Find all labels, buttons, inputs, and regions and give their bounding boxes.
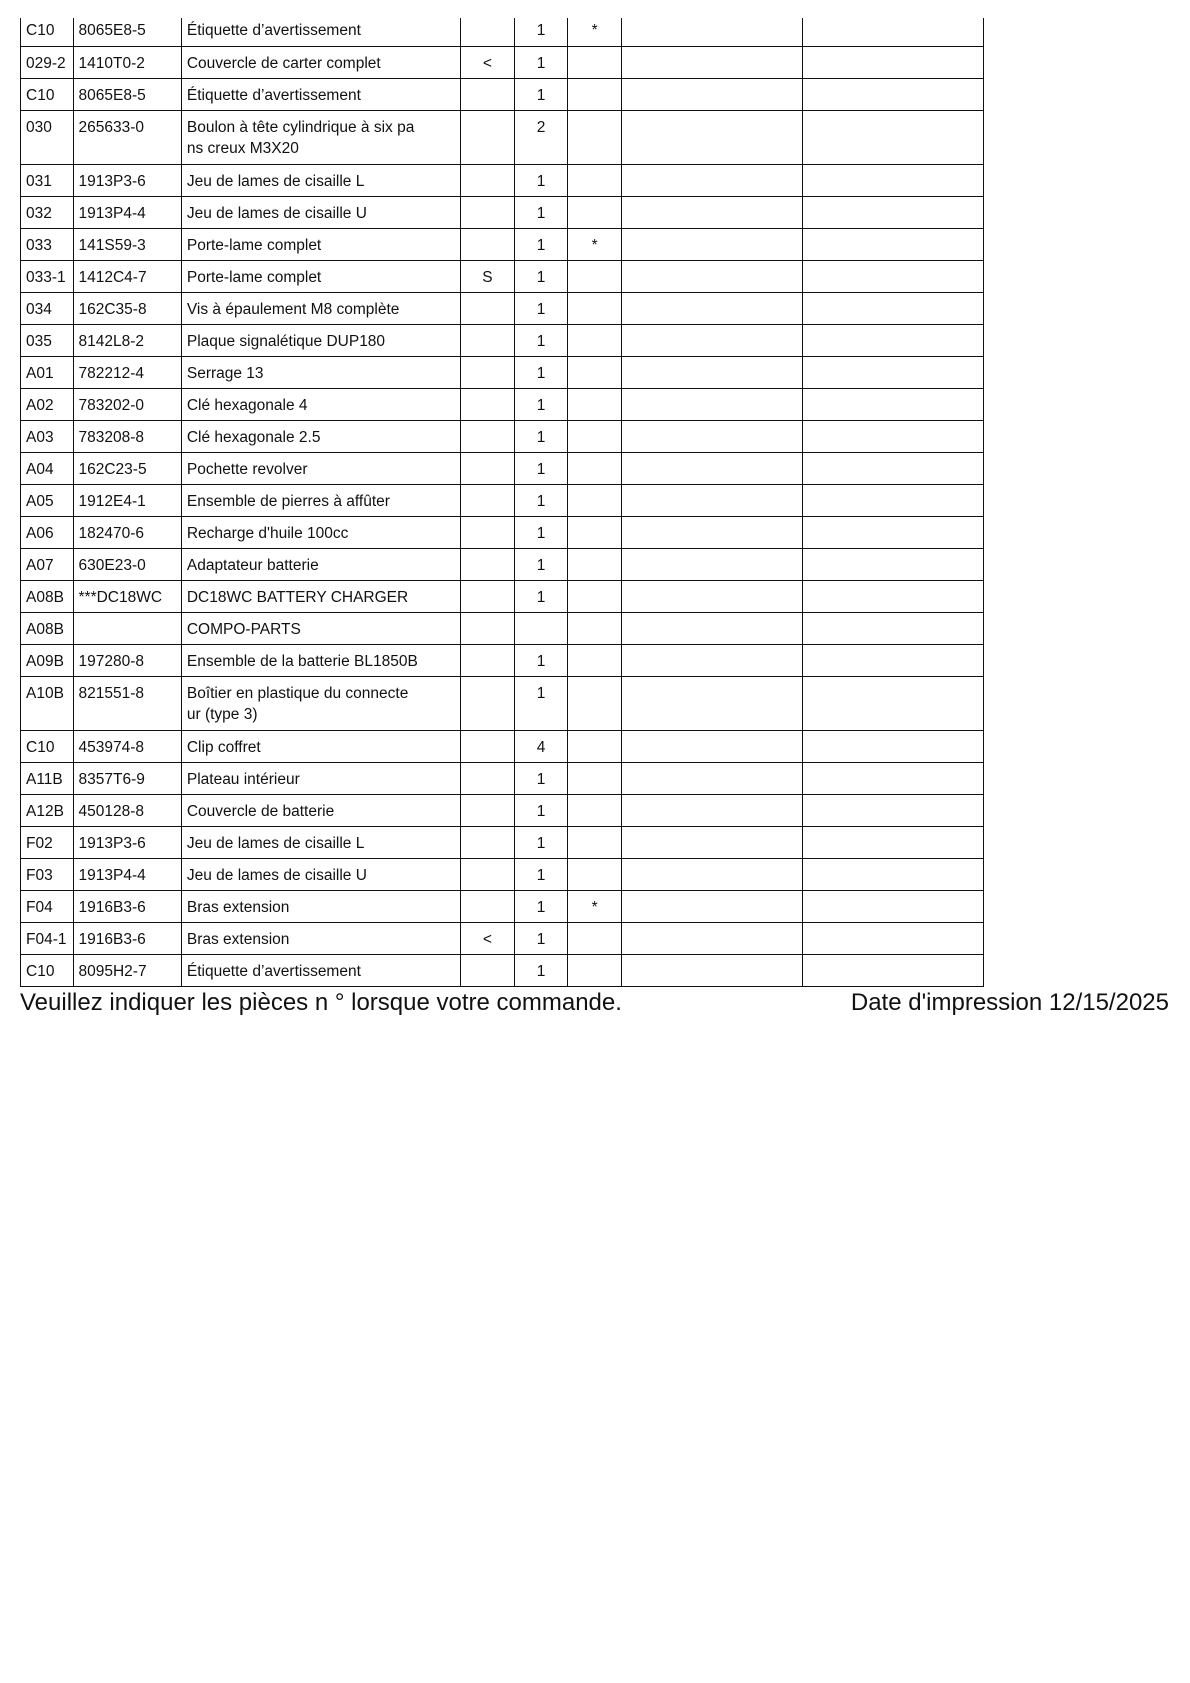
description-cell: Boîtier en plastique du connecte ur (type 3) (181, 676, 460, 730)
ref-cell: C10 (21, 78, 74, 110)
table-row (21, 548, 984, 580)
description-cell: Ensemble de la batterie BL1850B (181, 644, 460, 676)
description-cell: Porte-lame complet (181, 228, 460, 260)
table-row (21, 78, 984, 110)
mark-cell (568, 858, 622, 890)
empty-cell (802, 196, 983, 228)
empty-cell (621, 794, 802, 826)
quantity-cell: 1 (514, 228, 568, 260)
mark-cell (568, 762, 622, 794)
part-number-cell: 1410T0-2 (73, 46, 181, 78)
ref-cell: 034 (21, 292, 74, 324)
note-cell: S (461, 260, 515, 292)
description-cell: Étiquette d’avertissement (181, 78, 460, 110)
table-row (21, 110, 984, 164)
ref-cell: F03 (21, 858, 74, 890)
parts-table-body (21, 18, 984, 986)
table-row (21, 794, 984, 826)
order-instruction-note: Veuillez indiquer les pièces n ° lorsque votre commande. (20, 989, 622, 1016)
note-cell (461, 78, 515, 110)
ref-cell: 033 (21, 228, 74, 260)
table-row (21, 858, 984, 890)
note-cell (461, 676, 515, 730)
ref-cell: F02 (21, 826, 74, 858)
ref-cell: C10 (21, 954, 74, 986)
mark-cell (568, 388, 622, 420)
note-cell (461, 420, 515, 452)
part-number-cell: 1913P4-4 (73, 196, 181, 228)
part-number-cell: 182470-6 (73, 516, 181, 548)
quantity-cell: 1 (514, 762, 568, 794)
ref-cell: A02 (21, 388, 74, 420)
empty-cell (802, 858, 983, 890)
note-cell (461, 794, 515, 826)
quantity-cell (514, 612, 568, 644)
mark-cell (568, 922, 622, 954)
empty-cell (621, 676, 802, 730)
mark-cell (568, 676, 622, 730)
mark-cell (568, 826, 622, 858)
empty-cell (802, 580, 983, 612)
empty-cell (802, 890, 983, 922)
empty-cell (802, 516, 983, 548)
part-number-cell: 1912E4-1 (73, 484, 181, 516)
part-number-cell: 1412C4-7 (73, 260, 181, 292)
quantity-cell: 2 (514, 110, 568, 164)
mark-cell (568, 260, 622, 292)
note-cell: < (461, 46, 515, 78)
ref-cell: A01 (21, 356, 74, 388)
quantity-cell: 1 (514, 260, 568, 292)
part-number-cell (73, 612, 181, 644)
part-number-cell: 8142L8-2 (73, 324, 181, 356)
note-cell (461, 612, 515, 644)
part-number-cell: 783208-8 (73, 420, 181, 452)
ref-cell: A07 (21, 548, 74, 580)
empty-cell (621, 548, 802, 580)
part-number-cell: 8357T6-9 (73, 762, 181, 794)
table-row (21, 260, 984, 292)
part-number-cell: 141S59-3 (73, 228, 181, 260)
ref-cell: C10 (21, 18, 74, 46)
mark-cell (568, 164, 622, 196)
note-cell (461, 580, 515, 612)
empty-cell (621, 858, 802, 890)
quantity-cell: 1 (514, 516, 568, 548)
empty-cell (621, 644, 802, 676)
description-cell: Porte-lame complet (181, 260, 460, 292)
part-number-cell: 8095H2-7 (73, 954, 181, 986)
empty-cell (802, 110, 983, 164)
mark-cell: * (568, 228, 622, 260)
mark-cell (568, 954, 622, 986)
table-row (21, 228, 984, 260)
mark-cell (568, 730, 622, 762)
quantity-cell: 1 (514, 292, 568, 324)
description-cell: Recharge d'huile 100cc (181, 516, 460, 548)
part-number-cell: 630E23-0 (73, 548, 181, 580)
note-cell (461, 762, 515, 794)
table-row (21, 18, 984, 46)
part-number-cell: 1916B3-6 (73, 890, 181, 922)
empty-cell (802, 78, 983, 110)
quantity-cell: 1 (514, 890, 568, 922)
description-cell: Clé hexagonale 2.5 (181, 420, 460, 452)
note-cell (461, 388, 515, 420)
empty-cell (802, 954, 983, 986)
empty-cell (802, 730, 983, 762)
quantity-cell: 1 (514, 954, 568, 986)
empty-cell (621, 612, 802, 644)
ref-cell: A04 (21, 452, 74, 484)
description-cell: COMPO-PARTS (181, 612, 460, 644)
ref-cell: 031 (21, 164, 74, 196)
empty-cell (621, 228, 802, 260)
ref-cell: A11B (21, 762, 74, 794)
note-cell (461, 826, 515, 858)
ref-cell: 030 (21, 110, 74, 164)
mark-cell (568, 292, 622, 324)
note-cell (461, 644, 515, 676)
table-row (21, 922, 984, 954)
empty-cell (621, 196, 802, 228)
ref-cell: 032 (21, 196, 74, 228)
description-cell: Vis à épaulement M8 complète (181, 292, 460, 324)
description-cell: Jeu de lames de cisaille U (181, 196, 460, 228)
ref-cell: F04-1 (21, 922, 74, 954)
empty-cell (621, 730, 802, 762)
part-number-cell: 450128-8 (73, 794, 181, 826)
description-cell: Étiquette d’avertissement (181, 954, 460, 986)
table-row (21, 46, 984, 78)
table-row (21, 890, 984, 922)
note-cell (461, 18, 515, 46)
empty-cell (802, 612, 983, 644)
empty-cell (621, 484, 802, 516)
empty-cell (802, 794, 983, 826)
empty-cell (802, 548, 983, 580)
part-number-cell: 783202-0 (73, 388, 181, 420)
mark-cell (568, 78, 622, 110)
mark-cell: * (568, 890, 622, 922)
empty-cell (621, 954, 802, 986)
empty-cell (802, 46, 983, 78)
description-cell: Étiquette d’avertissement (181, 18, 460, 46)
ref-cell: A08B (21, 612, 74, 644)
empty-cell (802, 388, 983, 420)
description-cell: Plaque signalétique DUP180 (181, 324, 460, 356)
description-cell: Bras extension (181, 890, 460, 922)
empty-cell (621, 18, 802, 46)
mark-cell (568, 516, 622, 548)
quantity-cell: 1 (514, 356, 568, 388)
empty-cell (802, 826, 983, 858)
empty-cell (802, 324, 983, 356)
empty-cell (621, 260, 802, 292)
quantity-cell: 4 (514, 730, 568, 762)
table-row (21, 580, 984, 612)
quantity-cell: 1 (514, 420, 568, 452)
table-row (21, 676, 984, 730)
quantity-cell: 1 (514, 794, 568, 826)
empty-cell (621, 420, 802, 452)
part-number-cell: 1913P3-6 (73, 164, 181, 196)
quantity-cell: 1 (514, 484, 568, 516)
part-number-cell: 197280-8 (73, 644, 181, 676)
mark-cell (568, 580, 622, 612)
part-number-cell: ***DC18WC (73, 580, 181, 612)
note-cell (461, 110, 515, 164)
quantity-cell: 1 (514, 858, 568, 890)
table-row (21, 762, 984, 794)
part-number-cell: 1913P4-4 (73, 858, 181, 890)
note-cell (461, 954, 515, 986)
table-row (21, 324, 984, 356)
table-row (21, 612, 984, 644)
empty-cell (802, 452, 983, 484)
empty-cell (621, 388, 802, 420)
empty-cell (802, 228, 983, 260)
part-number-cell: 782212-4 (73, 356, 181, 388)
description-cell: Adaptateur batterie (181, 548, 460, 580)
description-cell: Plateau intérieur (181, 762, 460, 794)
quantity-cell: 1 (514, 548, 568, 580)
part-number-cell: 8065E8-5 (73, 78, 181, 110)
ref-cell: F04 (21, 890, 74, 922)
empty-cell (802, 356, 983, 388)
quantity-cell: 1 (514, 644, 568, 676)
empty-cell (621, 922, 802, 954)
table-row (21, 292, 984, 324)
empty-cell (621, 826, 802, 858)
note-cell: < (461, 922, 515, 954)
mark-cell (568, 452, 622, 484)
mark-cell (568, 644, 622, 676)
part-number-cell: 8065E8-5 (73, 18, 181, 46)
ref-cell: 035 (21, 324, 74, 356)
quantity-cell: 1 (514, 580, 568, 612)
mark-cell (568, 110, 622, 164)
description-cell: Pochette revolver (181, 452, 460, 484)
mark-cell (568, 794, 622, 826)
table-row (21, 388, 984, 420)
quantity-cell: 1 (514, 78, 568, 110)
quantity-cell: 1 (514, 164, 568, 196)
part-number-cell: 162C23-5 (73, 452, 181, 484)
description-cell: Couvercle de batterie (181, 794, 460, 826)
empty-cell (621, 516, 802, 548)
mark-cell (568, 484, 622, 516)
empty-cell (621, 890, 802, 922)
part-number-cell: 162C35-8 (73, 292, 181, 324)
table-row (21, 516, 984, 548)
part-number-cell: 1916B3-6 (73, 922, 181, 954)
quantity-cell: 1 (514, 324, 568, 356)
description-cell: Jeu de lames de cisaille U (181, 858, 460, 890)
table-row (21, 826, 984, 858)
mark-cell (568, 548, 622, 580)
description-cell: Boulon à tête cylindrique à six pa ns creux M3X20 (181, 110, 460, 164)
description-cell: Bras extension (181, 922, 460, 954)
description-cell: Serrage 13 (181, 356, 460, 388)
note-cell (461, 292, 515, 324)
empty-cell (802, 260, 983, 292)
empty-cell (802, 18, 983, 46)
part-number-cell: 821551-8 (73, 676, 181, 730)
empty-cell (621, 580, 802, 612)
description-cell: Jeu de lames de cisaille L (181, 826, 460, 858)
mark-cell (568, 356, 622, 388)
mark-cell (568, 196, 622, 228)
note-cell (461, 730, 515, 762)
quantity-cell: 1 (514, 388, 568, 420)
table-row (21, 730, 984, 762)
table-row (21, 484, 984, 516)
quantity-cell: 1 (514, 452, 568, 484)
table-row (21, 420, 984, 452)
quantity-cell: 1 (514, 18, 568, 46)
empty-cell (621, 110, 802, 164)
empty-cell (621, 78, 802, 110)
note-cell (461, 324, 515, 356)
empty-cell (802, 420, 983, 452)
empty-cell (802, 644, 983, 676)
note-cell (461, 484, 515, 516)
empty-cell (621, 164, 802, 196)
mark-cell: * (568, 18, 622, 46)
empty-cell (802, 676, 983, 730)
note-cell (461, 228, 515, 260)
mark-cell (568, 324, 622, 356)
description-cell: Couvercle de carter complet (181, 46, 460, 78)
print-date: Date d'impression 12/15/2025 (850, 989, 1169, 1016)
description-cell: Clip coffret (181, 730, 460, 762)
empty-cell (802, 292, 983, 324)
note-cell (461, 890, 515, 922)
empty-cell (621, 452, 802, 484)
empty-cell (802, 762, 983, 794)
ref-cell: A06 (21, 516, 74, 548)
note-cell (461, 164, 515, 196)
table-row (21, 644, 984, 676)
ref-cell: A05 (21, 484, 74, 516)
description-cell: Clé hexagonale 4 (181, 388, 460, 420)
table-row (21, 452, 984, 484)
note-cell (461, 452, 515, 484)
ref-cell: A09B (21, 644, 74, 676)
ref-cell: 029-2 (21, 46, 74, 78)
description-cell: Ensemble de pierres à affûter (181, 484, 460, 516)
quantity-cell: 1 (514, 46, 568, 78)
table-row (21, 196, 984, 228)
quantity-cell: 1 (514, 826, 568, 858)
note-cell (461, 858, 515, 890)
part-number-cell: 453974-8 (73, 730, 181, 762)
description-cell: Jeu de lames de cisaille L (181, 164, 460, 196)
ref-cell: A12B (21, 794, 74, 826)
ref-cell: A03 (21, 420, 74, 452)
note-cell (461, 548, 515, 580)
part-number-cell: 1913P3-6 (73, 826, 181, 858)
quantity-cell: 1 (514, 922, 568, 954)
ref-cell: A10B (21, 676, 74, 730)
note-cell (461, 196, 515, 228)
mark-cell (568, 612, 622, 644)
table-row (21, 356, 984, 388)
note-cell (461, 516, 515, 548)
ref-cell: A08B (21, 580, 74, 612)
empty-cell (621, 324, 802, 356)
empty-cell (621, 356, 802, 388)
note-cell (461, 356, 515, 388)
quantity-cell: 1 (514, 196, 568, 228)
mark-cell (568, 420, 622, 452)
table-row (21, 954, 984, 986)
empty-cell (802, 922, 983, 954)
empty-cell (621, 292, 802, 324)
empty-cell (802, 164, 983, 196)
ref-cell: 033-1 (21, 260, 74, 292)
empty-cell (802, 484, 983, 516)
empty-cell (621, 762, 802, 794)
parts-table (20, 18, 984, 987)
quantity-cell: 1 (514, 676, 568, 730)
empty-cell (621, 46, 802, 78)
mark-cell (568, 46, 622, 78)
description-cell: DC18WC BATTERY CHARGER (181, 580, 460, 612)
part-number-cell: 265633-0 (73, 110, 181, 164)
table-row (21, 164, 984, 196)
ref-cell: C10 (21, 730, 74, 762)
